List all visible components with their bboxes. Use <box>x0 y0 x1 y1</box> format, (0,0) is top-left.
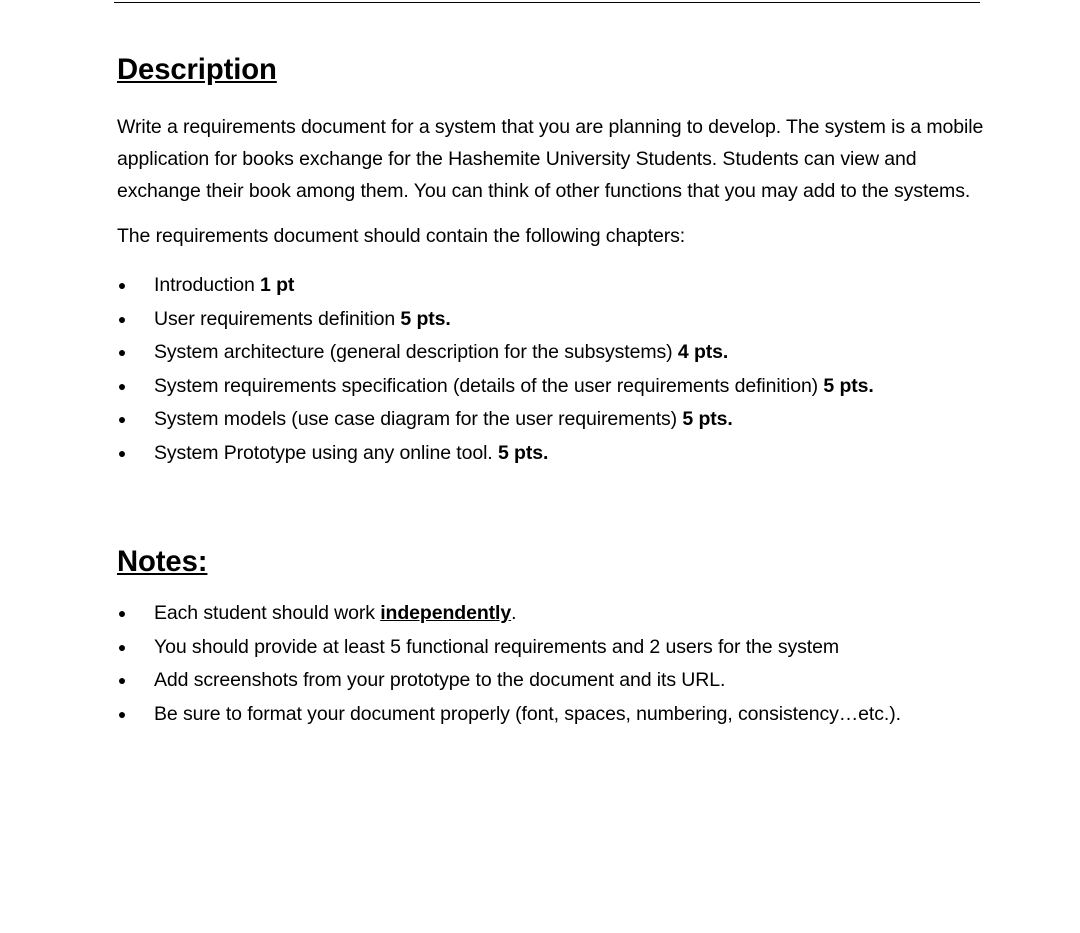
chapter-points: 4 pts. <box>677 341 729 363</box>
bullet-icon: ● <box>117 277 127 293</box>
bullet-icon: ● <box>117 705 127 722</box>
list-item <box>117 631 997 665</box>
note-text: . <box>511 602 517 624</box>
chapters-list <box>117 269 997 470</box>
chapters-intro: The requirements document should contain the following chapters: <box>117 225 686 247</box>
bullet-icon: ● <box>117 310 127 327</box>
description-paragraph: Write a requirements document for a system that you are planning to develop. The system is a mobile application for books exchange for the Hashemite University Students. Students can view and exchange their book among them. You can think of other functions that you may add to the systems. <box>117 116 984 202</box>
list-item <box>117 403 997 437</box>
list-item <box>117 597 997 631</box>
note-text: Each student should work <box>154 602 381 624</box>
top-horizontal-rule <box>114 2 980 3</box>
note-emphasis: independently <box>380 602 512 624</box>
list-item <box>117 336 997 370</box>
chapter-points: 5 pts. <box>497 441 549 464</box>
note-text: You should provide at least 5 functional requirements and 2 users for the system <box>154 635 840 658</box>
list-item <box>117 370 997 404</box>
bullet-icon: ● <box>117 638 127 655</box>
chapter-text: Introduction <box>154 274 261 296</box>
bullet-icon: ● <box>117 672 127 688</box>
document-body <box>117 54 997 731</box>
note-text: Be sure to format your document properly (font, spaces, numbering, consistency…etc.). <box>154 702 901 725</box>
notes-heading: Notes: <box>117 546 208 578</box>
list-item <box>117 269 997 303</box>
bullet-icon: ● <box>117 444 127 461</box>
chapter-text: System Prototype using any online tool. <box>154 441 498 464</box>
list-item <box>117 303 997 337</box>
chapter-text: System architecture (general description for the subsystems) <box>154 341 678 363</box>
bullet-icon: ● <box>117 377 127 394</box>
chapter-points: 5 pts. <box>823 374 874 397</box>
notes-list <box>117 597 997 731</box>
chapter-points: 5 pts. <box>400 307 451 330</box>
bullet-icon: ● <box>117 411 127 427</box>
chapter-points: 5 pts. <box>682 408 733 430</box>
bullet-icon: ● <box>117 344 127 360</box>
note-text: Add screenshots from your prototype to the document and its URL. <box>154 669 726 691</box>
description-heading: Description <box>117 54 277 86</box>
list-item <box>117 664 997 698</box>
list-item <box>117 698 997 732</box>
chapter-text: System requirements specification (details of the user requirements definition) <box>154 374 824 397</box>
bullet-icon: ● <box>117 605 127 621</box>
chapter-text: System models (use case diagram for the user requirements) <box>154 408 683 430</box>
chapter-points: 1 pt <box>260 274 295 296</box>
chapter-text: User requirements definition <box>154 307 401 330</box>
list-item <box>117 437 997 471</box>
